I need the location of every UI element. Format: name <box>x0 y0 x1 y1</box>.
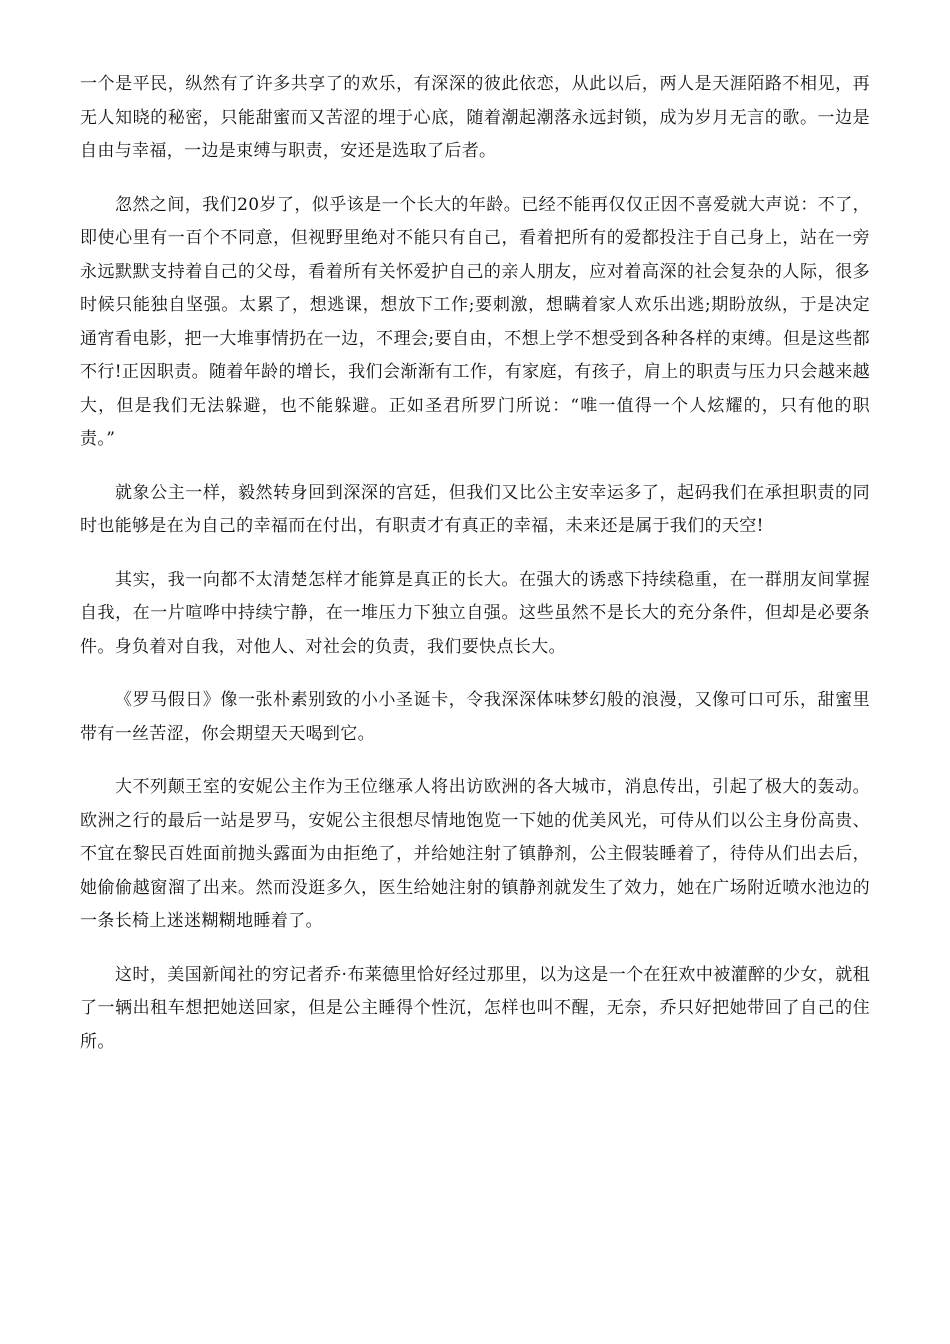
paragraph-princess-comparison: 就象公主一样，毅然转身回到深深的宫廷，但我们又比公主安幸运多了，起码我们在承担职责的同时也能够是在为自己的幸福而在付出，有职责才有真正的幸福，未来还是属于我们的天空! <box>80 482 870 536</box>
paragraph-continuation: 一个是平民，纵然有了许多共享了的欢乐，有深深的彼此依恋，从此以后，两人是天涯陌路不相见，再无人知晓的秘密，只能甜蜜而又苦涩的埋于心底，随着潮起潮落永远封锁，成为岁月无言的歌。一边是自由与幸福，一边是束缚与职责，安还是选取了后者。 <box>80 74 870 161</box>
paragraph-roman-holiday-metaphor: 《罗马假日》像一张朴素别致的小小圣诞卡，令我深深体味梦幻般的浪漫，又像可口可乐，甜蜜里带有一丝苦涩，你会期望天天喝到它。 <box>80 690 870 744</box>
document-page <box>80 68 870 1079</box>
paragraph-plot-princess-anne: 大不列颠王室的安妮公主作为王位继承人将出访欧洲的各大城市，消息传出，引起了极大的轰动。欧洲之行的最后一站是罗马，安妮公主很想尽情地饱览一下她的优美风光，可侍从们以公主身份高贵、不宜在黎民百姓面前抛头露面为由拒绝了，并给她注射了镇静剂，公主假装睡着了，待侍从们出去后，她偷偷越窗溜了出来。然而没逛多久，医生给她注射的镇静剂就发生了效力，她在广场附近喷水池边的一条长椅上迷迷糊糊地睡着了。 <box>80 777 870 931</box>
paragraph-growing-up: 忽然之间，我们20岁了，似乎该是一个长大的年龄。已经不能再仅仅正因不喜爱就大声说：不了，即使心里有一百个不同意，但视野里绝对不能只有自己，看着把所有的爱都投注于自己身上，站在一旁永远默默支持着自己的父母，看着所有关怀爱护自己的亲人朋友，应对着高深的社会复杂的人际，很多时候只能独自坚强。太累了，想逃课，想放下工作;要刺激，想瞒着家人欢乐出逃;期盼放纵，于是决定通宵看电影，把一大堆事情扔在一边，不理会;要自由，不想上学不想受到各种各样的束缚。但是这些都不行!正因职责。随着年龄的增长，我们会渐渐有工作，有家庭，有孩子，肩上的职责与压力只会越来越大，但是我们无法躲避，也不能躲避。正如圣君所罗门所说：“唯一值得一个人炫耀的，只有他的职责。” <box>80 194 870 449</box>
paragraph-plot-joe-bradley: 这时，美国新闻社的穷记者乔·布莱德里恰好经过那里，以为这是一个在狂欢中被灌醉的少女，就租了一辆出租车想把她送回家，但是公主睡得个性沉，怎样也叫不醒，无奈，乔只好把她带回了自己的住所。 <box>80 964 870 1052</box>
paragraph-true-maturity: 其实，我一向都不太清楚怎样才能算是真正的长大。在强大的诱惑下持续稳重，在一群朋友间掌握自我，在一片喧哗中持续宁静，在一堆压力下独立自强。这些虽然不是长大的充分条件，但却是必要条件。身负着对自我，对他人、对社会的负责，我们要快点长大。 <box>80 569 870 657</box>
